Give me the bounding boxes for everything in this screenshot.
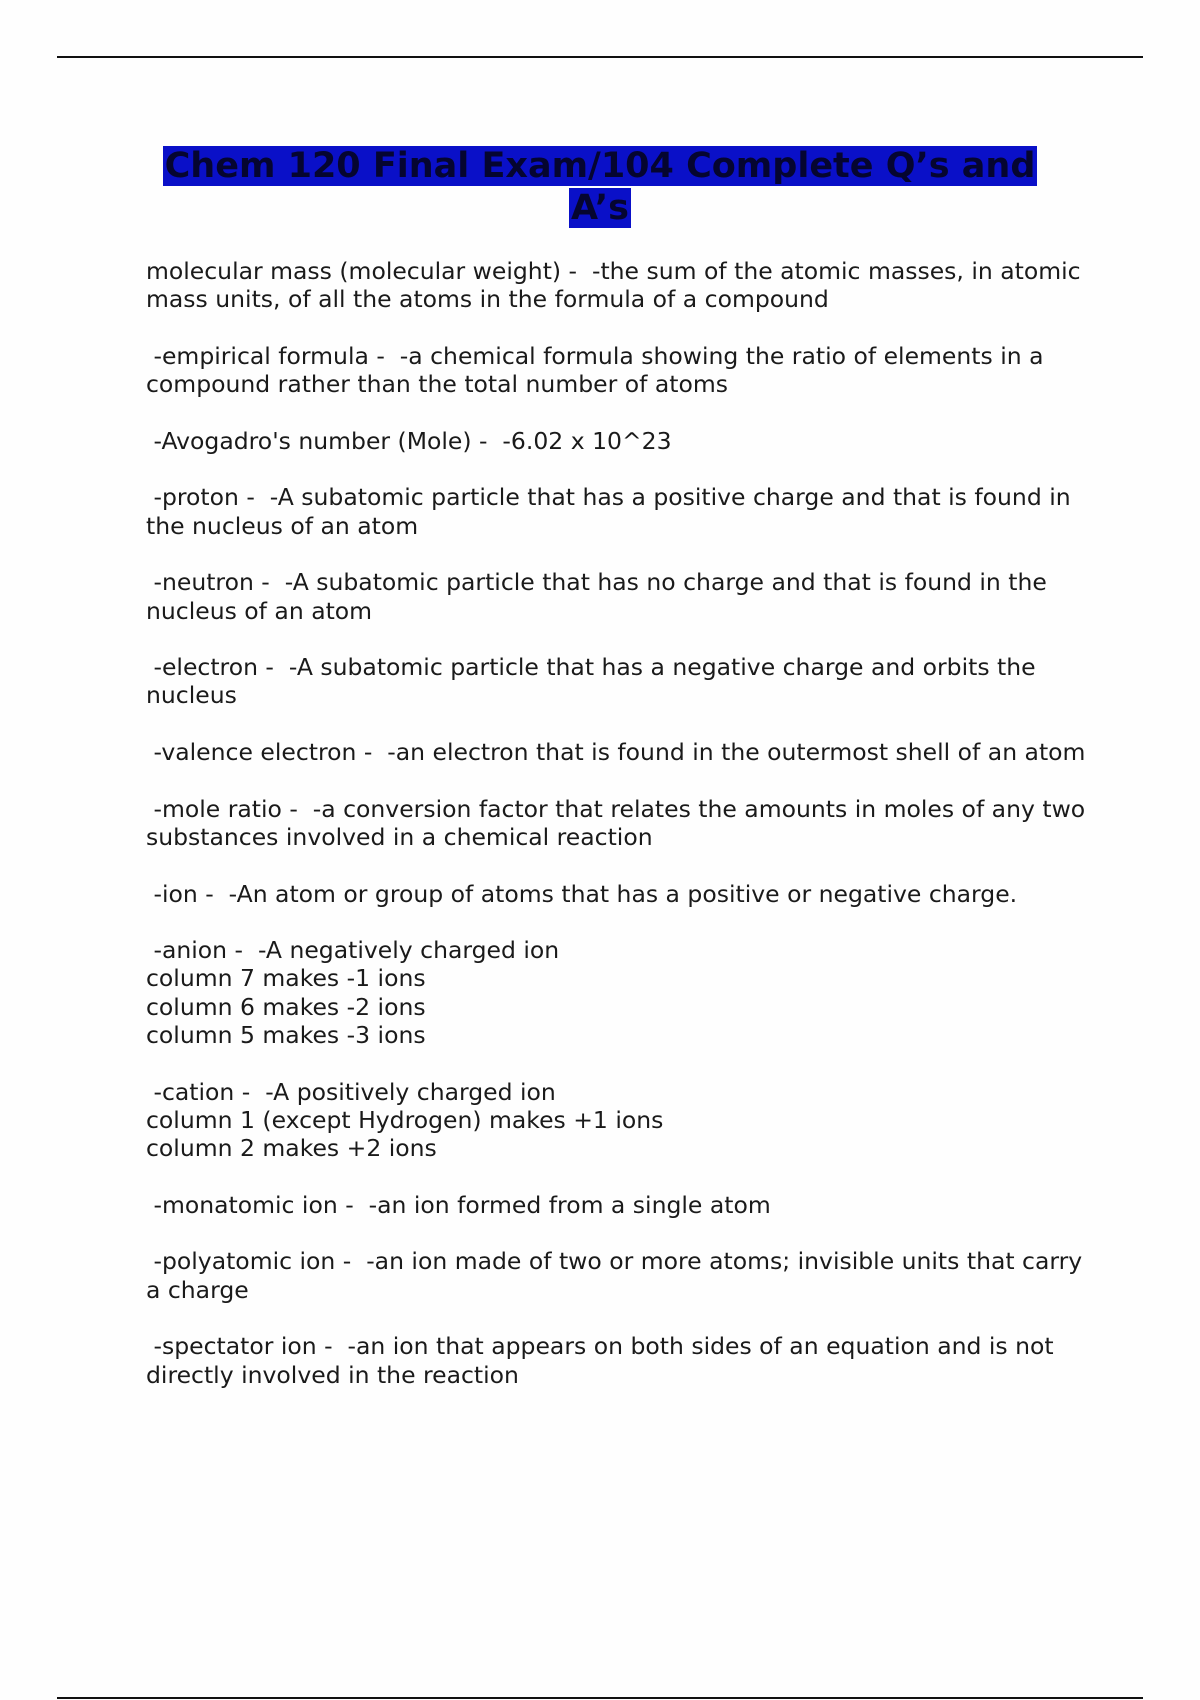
top-rule: [57, 56, 1143, 58]
bottom-rule: [57, 1697, 1143, 1699]
entry-line: -cation - -A positively charged ion: [146, 1077, 556, 1106]
glossary-entry: [146, 880, 1086, 908]
glossary-entry: [146, 738, 1086, 766]
entry-line: -polyatomic ion - -an ion made of two or more atoms; invisible units that carry a charge: [146, 1247, 1090, 1304]
entry-line: column 7 makes -1 ions: [146, 964, 426, 993]
entry-line: -mole ratio - -a conversion factor that relates the amounts in moles of any two substances involved in a chemical reaction: [146, 794, 1093, 851]
entry-line: -anion - -A negatively charged ion: [146, 936, 560, 965]
entry-line: molecular mass (molecular weight) - -the sum of the atomic masses, in atomic mass units, of all the atoms in the formula of a compound: [146, 257, 1089, 314]
title-highlight: Chem 120 Final Exam/104 Complete Q’s and A’s: [164, 146, 1036, 228]
glossary-entry: [146, 1332, 1086, 1389]
entry-line: -empirical formula - -a chemical formula showing the ratio of elements in a compound rather than the total number of atoms: [146, 341, 1051, 399]
glossary-entry: [146, 794, 1093, 852]
entry-line: -valence electron - -an electron that is found in the outermost shell of an atom: [146, 738, 1086, 767]
entry-line: -Avogadro's number (Mole) - -6.02 x 10^23: [146, 426, 672, 455]
entry-line: column 6 makes -2 ions: [146, 992, 426, 1021]
glossary-entry: [146, 568, 1086, 625]
entry-line: -spectator ion - -an ion that appears on both sides of an equation and is not directly involved in the reaction: [146, 1332, 1062, 1389]
glossary-entry: [146, 653, 1086, 710]
glossary-entry: [146, 1191, 1086, 1219]
entry-line: -ion - -An atom or group of atoms that has a positive or negative charge.: [146, 879, 1018, 908]
entry-line: -electron - -A subatomic particle that has a negative charge and orbits the nucleus: [146, 653, 1044, 710]
glossary-entry: [146, 1078, 1086, 1163]
glossary-entry: [146, 342, 1086, 399]
entry-line: -proton - -A subatomic particle that has a positive charge and that is found in the nucleus of an atom: [146, 483, 1079, 540]
glossary-entry: [146, 483, 1086, 540]
entries-list: [146, 257, 1093, 1417]
entry-line: -neutron - -A subatomic particle that has no charge and that is found in the nucleus of an atom: [146, 568, 1055, 625]
entry-line: column 5 makes -3 ions: [146, 1021, 426, 1050]
glossary-entry: [146, 1247, 1090, 1304]
glossary-entry: [146, 257, 1089, 314]
entry-line: column 1 (except Hydrogen) makes +1 ions: [146, 1105, 664, 1134]
document-title: [146, 145, 1054, 229]
entry-line: -monatomic ion - -an ion formed from a single atom: [146, 1190, 771, 1219]
entry-line: column 2 makes +2 ions: [146, 1134, 437, 1163]
glossary-entry: [146, 427, 1086, 455]
glossary-entry: [146, 936, 1086, 1049]
